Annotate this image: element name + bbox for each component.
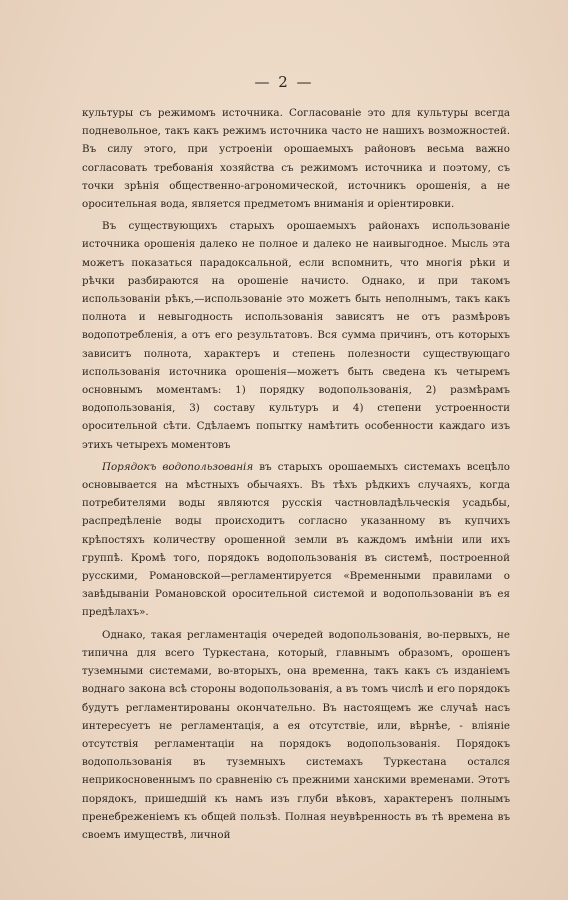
paragraph-3-text: въ старыхъ орошаемыхъ системахъ всецѣло основывается на мѣстныхъ обычаяхъ. Въ тѣхъ рѣдкихъ случаяхъ, когда потребителями воды являются русскія частновладѣльческія усадьбы, распредѣленіе воды происходитъ согласно указанному въ купчихъ крѣпостяхъ количеству орошенной земли въ каждомъ имѣніи или ихъ группѣ. Кромѣ того, порядокъ водопользованія въ системѣ, построенной русскими, Романовской—регламентируется «Временными правилами о завѣдываніи Романовской оросительной системой и водопользованіи въ ея предѣлахъ».	[82, 460, 510, 619]
paragraph-2: Въ существующихъ старыхъ орошаемыхъ районахъ использованіе источника орошенія далеко не полное и далеко не наивыгодное. Мысль эта можетъ показаться парадоксальной, если вспомнить, что многія рѣки и рѣчки разбираются на орошеніе начисто. Однако, и при такомъ использованіи рѣкъ,—использованіе это можетъ быть неполнымъ, такъ какъ полнота и невыгодность использованія зависятъ не отъ размѣровъ водопотребленія, а отъ его результатовъ. Вся сумма причинъ, отъ которыхъ зависитъ полнота, характеръ и степень полезности существующаго использованія источника орошенія—можетъ быть сведена къ четыремъ основнымъ моментамъ: 1) порядку водопользованія, 2) размѣрамъ водопользованія, 3) составу культуръ и 4) степени устроенности оросительной сѣти. Сдѣлаемъ попытку намѣтить особенности каждаго изъ этихъ четырехъ моментовъ	[82, 220, 510, 451]
paragraph-1: культуры съ режимомъ источника. Согласованіе это для культуры всегда подневольное, такъ какъ режимъ источника часто не нашихъ возможностей. Въ силу этого, при устроеніи орошаемыхъ районовъ весьма важно согласовать требованія хозяйства съ режимомъ источника и поэтому, съ точки зрѣнія общественно-агрономической, источникъ орошенія, а не оросительная вода, является предметомъ вниманія и оріентировки.	[82, 107, 510, 211]
page-number: — 2 —	[254, 73, 314, 91]
paragraph-4: Однако, такая регламентація очередей водопользованія, во-первыхъ, не типична для всего Туркестана, который, главнымъ образомъ, орошенъ туземными системами, во-вторыхъ, она временна, такъ какъ съ изданіемъ воднаго закона всѣ стороны водопользованія, а въ томъ числѣ и его порядокъ будутъ регламентированы окончательно. Въ настоящемъ же случаѣ насъ интересуетъ не регламентація, а ея отсутствіе, или, вѣрнѣе, - вліяніе отсутствія регламентаціи на порядокъ водопользованія. Порядокъ водопользованія въ туземныхъ системахъ Туркестана остался неприкосновеннымъ по сравненію съ прежними ханскими временами. Этотъ порядокъ, пришедшій къ намъ изъ глуби вѣковъ, характеренъ полнымъ пренебреженіемъ къ общей пользѣ. Полная неувѣренность въ тѣ времена въ своемъ имуществѣ, личной	[82, 628, 510, 841]
italic-heading: Порядокъ водопользованія	[102, 460, 254, 473]
paragraph-3	[82, 458, 510, 622]
body-text	[82, 104, 510, 844]
